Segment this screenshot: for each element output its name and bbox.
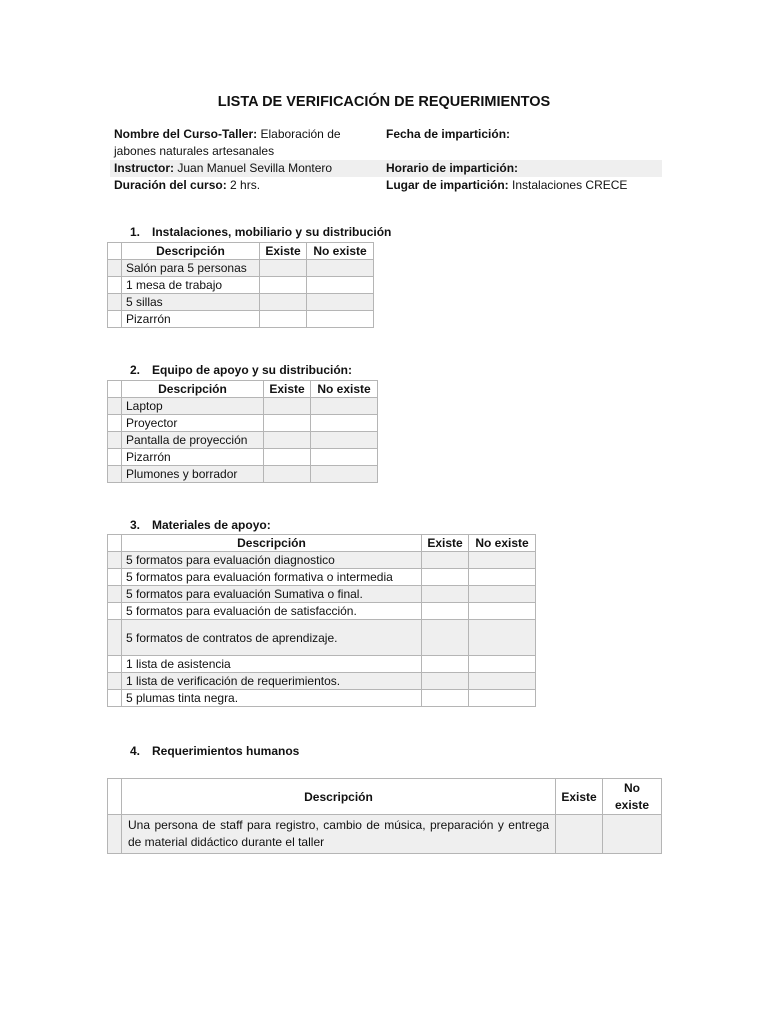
- existe-cell[interactable]: [260, 277, 307, 294]
- section-3-heading: 3. Materiales de apoyo:: [130, 518, 271, 532]
- table-row: 5 formatos de contratos de aprendizaje.: [108, 620, 536, 656]
- info-row-instructor: [110, 160, 662, 177]
- table-row: Proyector: [108, 415, 378, 432]
- no-existe-cell[interactable]: [469, 603, 536, 620]
- lugar-label: Lugar de impartición:: [386, 178, 509, 192]
- instructor-value: Juan Manuel Sevilla Montero: [177, 161, 333, 175]
- horario-label: Horario de impartición:: [386, 161, 519, 175]
- no-existe-cell[interactable]: [469, 586, 536, 603]
- no-existe-cell[interactable]: [469, 569, 536, 586]
- no-existe-cell[interactable]: [469, 552, 536, 569]
- table-instalaciones: Descripción Existe No existe Salón para 5 personas 1 mesa de trabajo 5 sillas Pizarrón: [107, 242, 374, 328]
- duracion-label: Duración del curso:: [114, 178, 227, 192]
- document-title: LISTA DE VERIFICACIÓN DE REQUERIMIENTOS: [217, 94, 551, 110]
- duracion-value: 2 hrs.: [230, 178, 261, 192]
- existe-cell[interactable]: [264, 466, 311, 483]
- existe-cell[interactable]: [260, 294, 307, 311]
- no-existe-cell[interactable]: [469, 620, 536, 656]
- table-row: 5 sillas: [108, 294, 374, 311]
- existe-cell[interactable]: [422, 656, 469, 673]
- existe-cell[interactable]: [422, 673, 469, 690]
- lugar-value: Instalaciones CRECE: [512, 178, 628, 192]
- table-row: Laptop: [108, 398, 378, 415]
- no-existe-cell[interactable]: [311, 398, 378, 415]
- table-row: 1 mesa de trabajo: [108, 277, 374, 294]
- table-row: 5 formatos para evaluación Sumativa o final.: [108, 586, 536, 603]
- table-row: 5 formatos para evaluación diagnostico: [108, 552, 536, 569]
- no-existe-cell[interactable]: [469, 673, 536, 690]
- section-1-heading: 1. Instalaciones, mobiliario y su distribución: [130, 225, 392, 239]
- table-materiales: Descripción Existe No existe 5 formatos para evaluación diagnostico 5 formatos para evaluación formativa o intermedia 5 formatos para evaluación Sumativa o final. 5 formatos para evaluación de satisfacción. 5 formatos de contratos de aprendizaje. 1 lista de asistencia 1 lista de verificación de requerimientos. 5 plumas tinta negra.: [107, 534, 536, 707]
- existe-cell[interactable]: [260, 311, 307, 328]
- table-row: 1 lista de verificación de requerimientos.: [108, 673, 536, 690]
- info-row-duracion: [110, 177, 662, 194]
- table-row: 5 formatos para evaluación formativa o intermedia: [108, 569, 536, 586]
- existe-cell[interactable]: [264, 415, 311, 432]
- no-existe-cell[interactable]: [307, 277, 374, 294]
- existe-cell[interactable]: [422, 690, 469, 707]
- existe-cell[interactable]: [422, 586, 469, 603]
- no-existe-cell[interactable]: [307, 260, 374, 277]
- table-row: Salón para 5 personas: [108, 260, 374, 277]
- existe-cell[interactable]: [422, 620, 469, 656]
- curso-label: Nombre del Curso-Taller:: [114, 127, 258, 141]
- table-row: 5 formatos para evaluación de satisfacción.: [108, 603, 536, 620]
- table-row: Una persona de staff para registro, cambio de música, preparación y entrega de material didáctico durante el taller: [108, 815, 662, 854]
- table-row: Plumones y borrador: [108, 466, 378, 483]
- no-existe-cell[interactable]: [307, 294, 374, 311]
- no-existe-cell[interactable]: [469, 656, 536, 673]
- existe-cell[interactable]: [264, 432, 311, 449]
- no-existe-cell[interactable]: [311, 432, 378, 449]
- no-existe-cell[interactable]: [469, 690, 536, 707]
- section-4-heading: 4. Requerimientos humanos: [130, 744, 300, 758]
- table-row: 5 plumas tinta negra.: [108, 690, 536, 707]
- existe-cell[interactable]: [422, 569, 469, 586]
- instructor-label: Instructor:: [114, 161, 174, 175]
- existe-cell[interactable]: [260, 260, 307, 277]
- existe-cell[interactable]: [264, 398, 311, 415]
- table-row: Pizarrón: [108, 449, 378, 466]
- no-existe-cell[interactable]: [311, 415, 378, 432]
- fecha-label: Fecha de impartición:: [386, 127, 511, 141]
- no-existe-cell[interactable]: [311, 449, 378, 466]
- existe-cell[interactable]: [556, 815, 603, 854]
- table-row: Pizarrón: [108, 311, 374, 328]
- existe-cell[interactable]: [422, 603, 469, 620]
- no-existe-cell[interactable]: [307, 311, 374, 328]
- curso-value-1: Elaboración de: [260, 127, 341, 141]
- table-humanos: Descripción Existe No existe Una persona de staff para registro, cambio de música, preparación y entrega de material didáctico durante el taller: [107, 778, 662, 854]
- no-existe-cell[interactable]: [603, 815, 662, 854]
- existe-cell[interactable]: [264, 449, 311, 466]
- existe-cell[interactable]: [422, 552, 469, 569]
- table-row: 1 lista de asistencia: [108, 656, 536, 673]
- no-existe-cell[interactable]: [311, 466, 378, 483]
- course-info: [110, 126, 662, 194]
- curso-value-2: jabones naturales artesanales: [114, 144, 275, 158]
- table-row: Pantalla de proyección: [108, 432, 378, 449]
- table-equipo: Descripción Existe No existe Laptop Proyector Pantalla de proyección Pizarrón Plumones y borrador: [107, 380, 378, 483]
- info-row-curso: [110, 126, 662, 160]
- section-2-heading: 2. Equipo de apoyo y su distribución:: [130, 363, 353, 377]
